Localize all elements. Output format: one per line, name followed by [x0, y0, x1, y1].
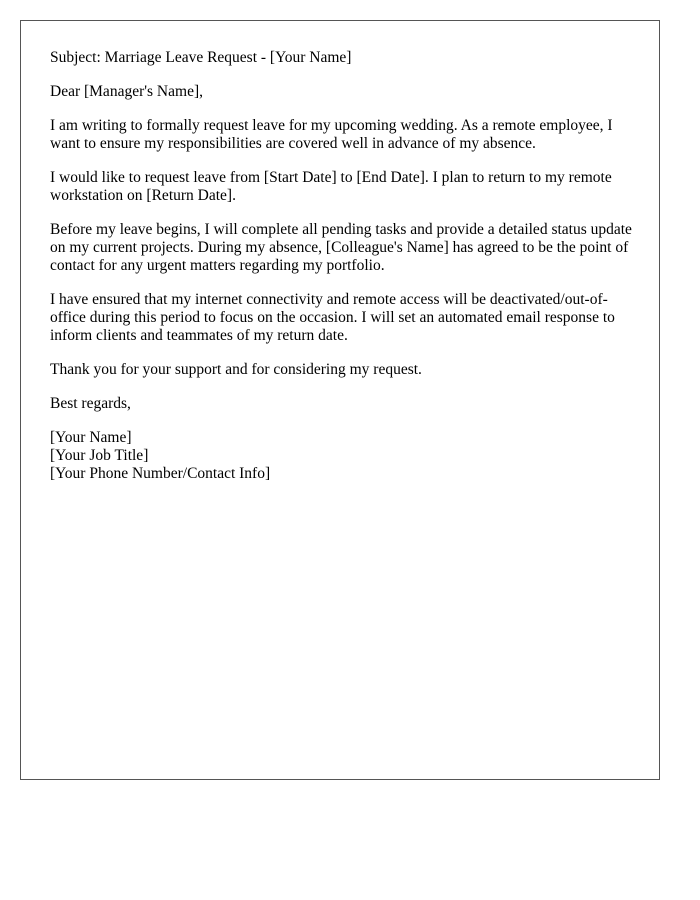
letter-paragraph-dates: I would like to request leave from [Start Date] to [End Date]. I plan to return to my remote workstation on [Return Date]. [50, 169, 612, 204]
letter-subject: Subject: Marriage Leave Request - [Your Name] [50, 49, 352, 66]
letter-paragraph-handover: Before my leave begins, I will complete all pending tasks and provide a detailed status update on my current projects. During my absence, [Colleague's Name] has agreed to be the point of contact for any urgent matters regarding my portfolio. [50, 221, 632, 274]
signature-name: [Your Name] [50, 429, 132, 446]
signature-contact: [Your Phone Number/Contact Info] [50, 465, 271, 482]
letter-paragraph-thanks: Thank you for your support and for considering my request. [50, 361, 422, 378]
letter-page [20, 20, 660, 780]
letter-signature [50, 429, 640, 483]
letter-paragraph-intro: I am writing to formally request leave for my upcoming wedding. As a remote employee, I want to ensure my responsibilities are covered well in advance of my absence. [50, 117, 613, 152]
letter-body [50, 49, 640, 499]
letter-salutation: Dear [Manager's Name], [50, 83, 203, 100]
signature-title: [Your Job Title] [50, 447, 149, 464]
letter-closing: Best regards, [50, 395, 131, 412]
letter-paragraph-connectivity: I have ensured that my internet connectivity and remote access will be deactivated/out-of-office during this period to focus on the occasion. I will set an automated email response to inform clients and teammates of my return date. [50, 291, 615, 344]
